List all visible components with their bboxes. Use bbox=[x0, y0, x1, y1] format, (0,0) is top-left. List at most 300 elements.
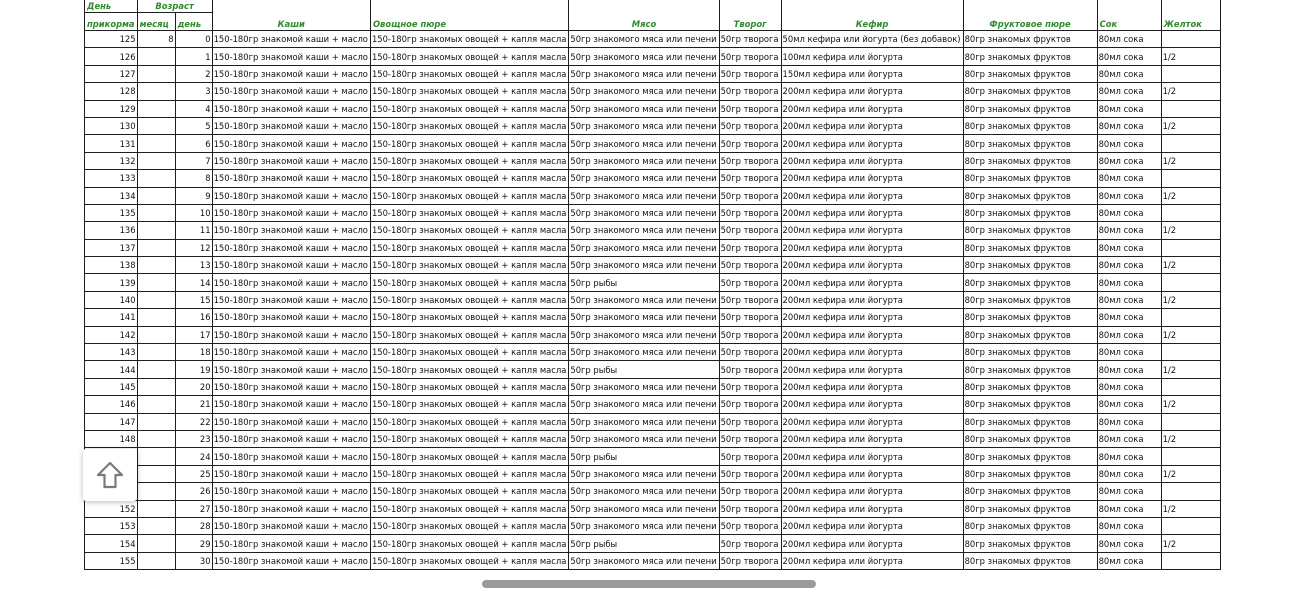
cell-yolk[interactable] bbox=[1161, 204, 1220, 221]
cell-yolk[interactable]: 1/2 bbox=[1161, 500, 1220, 517]
cell-fruit[interactable]: 80гр знакомых фруктов bbox=[963, 48, 1097, 65]
cell-curd[interactable]: 50гр творога bbox=[719, 117, 781, 134]
cell-fruit[interactable]: 80гр знакомых фруктов bbox=[963, 152, 1097, 169]
cell-porridge[interactable]: 150-180гр знакомой каши + масло bbox=[212, 31, 370, 48]
cell-veg[interactable]: 150-180гр знакомых овощей + капля масла bbox=[370, 483, 568, 500]
cell-yolk[interactable] bbox=[1161, 239, 1220, 256]
cell-juice[interactable]: 80мл сока bbox=[1097, 291, 1161, 308]
cell-curd[interactable]: 50гр творога bbox=[719, 48, 781, 65]
cell-curd[interactable]: 50гр творога bbox=[719, 361, 781, 378]
cell-age-day[interactable]: 8 bbox=[175, 170, 212, 187]
cell-age-month[interactable] bbox=[137, 552, 175, 569]
cell-kefir[interactable]: 200мл кефира или йогурта bbox=[781, 100, 963, 117]
cell-porridge[interactable]: 150-180гр знакомой каши + масло bbox=[212, 83, 370, 100]
cell-veg[interactable]: 150-180гр знакомых овощей + капля масла bbox=[370, 413, 568, 430]
cell-day-index[interactable]: 136 bbox=[85, 222, 138, 239]
cell-age-month[interactable] bbox=[137, 65, 175, 82]
cell-meat[interactable]: 50гр знакомого мяса или печени bbox=[569, 552, 719, 569]
cell-yolk[interactable] bbox=[1161, 100, 1220, 117]
cell-age-month[interactable] bbox=[137, 222, 175, 239]
cell-curd[interactable]: 50гр творога bbox=[719, 465, 781, 482]
cell-age-day[interactable]: 28 bbox=[175, 517, 212, 534]
cell-curd[interactable]: 50гр творога bbox=[719, 170, 781, 187]
cell-veg[interactable]: 150-180гр знакомых овощей + капля масла bbox=[370, 344, 568, 361]
cell-age-day[interactable]: 4 bbox=[175, 100, 212, 117]
horizontal-scrollbar[interactable] bbox=[482, 580, 816, 588]
cell-juice[interactable]: 80мл сока bbox=[1097, 517, 1161, 534]
cell-meat[interactable]: 50гр знакомого мяса или печени bbox=[569, 291, 719, 308]
cell-porridge[interactable]: 150-180гр знакомой каши + масло bbox=[212, 239, 370, 256]
cell-juice[interactable]: 80мл сока bbox=[1097, 396, 1161, 413]
cell-fruit[interactable]: 80гр знакомых фруктов bbox=[963, 465, 1097, 482]
cell-day-index[interactable]: 147 bbox=[85, 413, 138, 430]
cell-curd[interactable]: 50гр творога bbox=[719, 413, 781, 430]
cell-meat[interactable]: 50гр знакомого мяса или печени bbox=[569, 344, 719, 361]
cell-porridge[interactable]: 150-180гр знакомой каши + масло bbox=[212, 430, 370, 447]
cell-age-day[interactable]: 12 bbox=[175, 239, 212, 256]
cell-kefir[interactable]: 200мл кефира или йогурта bbox=[781, 239, 963, 256]
cell-kefir[interactable]: 200мл кефира или йогурта bbox=[781, 344, 963, 361]
cell-fruit[interactable]: 80гр знакомых фруктов bbox=[963, 483, 1097, 500]
cell-porridge[interactable]: 150-180гр знакомой каши + масло bbox=[212, 500, 370, 517]
cell-age-month[interactable] bbox=[137, 274, 175, 291]
cell-juice[interactable]: 80мл сока bbox=[1097, 483, 1161, 500]
cell-veg[interactable]: 150-180гр знакомых овощей + капля масла bbox=[370, 83, 568, 100]
cell-fruit[interactable]: 80гр знакомых фруктов bbox=[963, 135, 1097, 152]
cell-age-day[interactable]: 16 bbox=[175, 309, 212, 326]
cell-juice[interactable]: 80мл сока bbox=[1097, 100, 1161, 117]
cell-fruit[interactable]: 80гр знакомых фруктов bbox=[963, 517, 1097, 534]
cell-age-month[interactable] bbox=[137, 309, 175, 326]
cell-porridge[interactable]: 150-180гр знакомой каши + масло bbox=[212, 291, 370, 308]
cell-fruit[interactable]: 80гр знакомых фруктов bbox=[963, 222, 1097, 239]
cell-kefir[interactable]: 200мл кефира или йогурта bbox=[781, 152, 963, 169]
cell-age-month[interactable] bbox=[137, 187, 175, 204]
cell-porridge[interactable]: 150-180гр знакомой каши + масло bbox=[212, 152, 370, 169]
cell-yolk[interactable] bbox=[1161, 135, 1220, 152]
cell-veg[interactable]: 150-180гр знакомых овощей + капля масла bbox=[370, 48, 568, 65]
cell-age-month[interactable] bbox=[137, 83, 175, 100]
cell-age-day[interactable]: 1 bbox=[175, 48, 212, 65]
cell-age-month[interactable] bbox=[137, 239, 175, 256]
cell-meat[interactable]: 50гр знакомого мяса или печени bbox=[569, 413, 719, 430]
cell-age-day[interactable]: 2 bbox=[175, 65, 212, 82]
cell-curd[interactable]: 50гр творога bbox=[719, 31, 781, 48]
cell-kefir[interactable]: 200мл кефира или йогурта bbox=[781, 396, 963, 413]
cell-age-month[interactable] bbox=[137, 48, 175, 65]
cell-meat[interactable]: 50гр знакомого мяса или печени bbox=[569, 430, 719, 447]
cell-fruit[interactable]: 80гр знакомых фруктов bbox=[963, 326, 1097, 343]
cell-age-day[interactable]: 30 bbox=[175, 552, 212, 569]
cell-juice[interactable]: 80мл сока bbox=[1097, 222, 1161, 239]
cell-meat[interactable]: 50гр знакомого мяса или печени bbox=[569, 48, 719, 65]
cell-age-month[interactable] bbox=[137, 483, 175, 500]
cell-fruit[interactable]: 80гр знакомых фруктов bbox=[963, 535, 1097, 552]
cell-meat[interactable]: 50гр рыбы bbox=[569, 535, 719, 552]
cell-day-index[interactable]: 129 bbox=[85, 100, 138, 117]
cell-fruit[interactable]: 80гр знакомых фруктов bbox=[963, 378, 1097, 395]
cell-porridge[interactable]: 150-180гр знакомой каши + масло bbox=[212, 483, 370, 500]
cell-day-index[interactable]: 148 bbox=[85, 430, 138, 447]
cell-age-day[interactable]: 27 bbox=[175, 500, 212, 517]
cell-veg[interactable]: 150-180гр знакомых овощей + капля масла bbox=[370, 204, 568, 221]
cell-day-index[interactable]: 155 bbox=[85, 552, 138, 569]
cell-day-index[interactable]: 140 bbox=[85, 291, 138, 308]
cell-curd[interactable]: 50гр творога bbox=[719, 135, 781, 152]
cell-juice[interactable]: 80мл сока bbox=[1097, 552, 1161, 569]
cell-veg[interactable]: 150-180гр знакомых овощей + капля масла bbox=[370, 135, 568, 152]
cell-veg[interactable]: 150-180гр знакомых овощей + капля масла bbox=[370, 535, 568, 552]
cell-juice[interactable]: 80мл сока bbox=[1097, 170, 1161, 187]
cell-meat[interactable]: 50гр рыбы bbox=[569, 274, 719, 291]
cell-age-month[interactable] bbox=[137, 117, 175, 134]
cell-fruit[interactable]: 80гр знакомых фруктов bbox=[963, 204, 1097, 221]
cell-day-index[interactable]: 153 bbox=[85, 517, 138, 534]
cell-day-index[interactable]: 128 bbox=[85, 83, 138, 100]
cell-curd[interactable]: 50гр творога bbox=[719, 204, 781, 221]
cell-fruit[interactable]: 80гр знакомых фруктов bbox=[963, 170, 1097, 187]
cell-age-day[interactable]: 5 bbox=[175, 117, 212, 134]
cell-veg[interactable]: 150-180гр знакомых овощей + капля масла bbox=[370, 117, 568, 134]
cell-age-day[interactable]: 6 bbox=[175, 135, 212, 152]
cell-veg[interactable]: 150-180гр знакомых овощей + капля масла bbox=[370, 65, 568, 82]
cell-kefir[interactable]: 200мл кефира или йогурта bbox=[781, 413, 963, 430]
cell-fruit[interactable]: 80гр знакомых фруктов bbox=[963, 187, 1097, 204]
cell-meat[interactable]: 50гр знакомого мяса или печени bbox=[569, 187, 719, 204]
cell-age-day[interactable]: 18 bbox=[175, 344, 212, 361]
cell-day-index[interactable]: 145 bbox=[85, 378, 138, 395]
cell-fruit[interactable]: 80гр знакомых фруктов bbox=[963, 413, 1097, 430]
cell-age-month[interactable] bbox=[137, 396, 175, 413]
cell-kefir[interactable]: 200мл кефира или йогурта bbox=[781, 204, 963, 221]
cell-kefir[interactable]: 200мл кефира или йогурта bbox=[781, 430, 963, 447]
cell-age-month[interactable] bbox=[137, 430, 175, 447]
cell-porridge[interactable]: 150-180гр знакомой каши + масло bbox=[212, 361, 370, 378]
cell-fruit[interactable]: 80гр знакомых фруктов bbox=[963, 274, 1097, 291]
cell-age-day[interactable]: 21 bbox=[175, 396, 212, 413]
cell-juice[interactable]: 80мл сока bbox=[1097, 31, 1161, 48]
cell-veg[interactable]: 150-180гр знакомых овощей + капля масла bbox=[370, 291, 568, 308]
cell-fruit[interactable]: 80гр знакомых фруктов bbox=[963, 396, 1097, 413]
cell-veg[interactable]: 150-180гр знакомых овощей + капля масла bbox=[370, 152, 568, 169]
cell-meat[interactable]: 50гр знакомого мяса или печени bbox=[569, 378, 719, 395]
cell-age-month[interactable] bbox=[137, 257, 175, 274]
cell-veg[interactable]: 150-180гр знакомых овощей + капля масла bbox=[370, 552, 568, 569]
cell-juice[interactable]: 80мл сока bbox=[1097, 152, 1161, 169]
cell-yolk[interactable]: 1/2 bbox=[1161, 83, 1220, 100]
cell-day-index[interactable]: 143 bbox=[85, 344, 138, 361]
cell-meat[interactable]: 50гр знакомого мяса или печени bbox=[569, 204, 719, 221]
cell-meat[interactable]: 50гр знакомого мяса или печени bbox=[569, 500, 719, 517]
cell-kefir[interactable]: 100мл кефира или йогурта bbox=[781, 48, 963, 65]
cell-yolk[interactable] bbox=[1161, 31, 1220, 48]
cell-juice[interactable]: 80мл сока bbox=[1097, 65, 1161, 82]
cell-kefir[interactable]: 200мл кефира или йогурта bbox=[781, 326, 963, 343]
cell-kefir[interactable]: 200мл кефира или йогурта bbox=[781, 187, 963, 204]
cell-veg[interactable]: 150-180гр знакомых овощей + капля масла bbox=[370, 100, 568, 117]
cell-yolk[interactable]: 1/2 bbox=[1161, 117, 1220, 134]
cell-age-day[interactable]: 13 bbox=[175, 257, 212, 274]
cell-curd[interactable]: 50гр творога bbox=[719, 274, 781, 291]
cell-porridge[interactable]: 150-180гр знакомой каши + масло bbox=[212, 378, 370, 395]
cell-veg[interactable]: 150-180гр знакомых овощей + капля масла bbox=[370, 396, 568, 413]
cell-fruit[interactable]: 80гр знакомых фруктов bbox=[963, 430, 1097, 447]
cell-porridge[interactable]: 150-180гр знакомой каши + масло bbox=[212, 448, 370, 465]
cell-age-month[interactable] bbox=[137, 413, 175, 430]
cell-age-day[interactable]: 24 bbox=[175, 448, 212, 465]
cell-day-index[interactable]: 142 bbox=[85, 326, 138, 343]
cell-meat[interactable]: 50гр знакомого мяса или печени bbox=[569, 483, 719, 500]
cell-kefir[interactable]: 200мл кефира или йогурта bbox=[781, 552, 963, 569]
cell-yolk[interactable]: 1/2 bbox=[1161, 48, 1220, 65]
cell-day-index[interactable]: 144 bbox=[85, 361, 138, 378]
cell-curd[interactable]: 50гр творога bbox=[719, 517, 781, 534]
cell-age-day[interactable]: 3 bbox=[175, 83, 212, 100]
cell-porridge[interactable]: 150-180гр знакомой каши + масло bbox=[212, 100, 370, 117]
cell-juice[interactable]: 80мл сока bbox=[1097, 465, 1161, 482]
cell-porridge[interactable]: 150-180гр знакомой каши + масло bbox=[212, 396, 370, 413]
cell-age-month[interactable] bbox=[137, 361, 175, 378]
cell-age-month[interactable] bbox=[137, 152, 175, 169]
cell-yolk[interactable] bbox=[1161, 517, 1220, 534]
cell-juice[interactable]: 80мл сока bbox=[1097, 117, 1161, 134]
cell-curd[interactable]: 50гр творога bbox=[719, 430, 781, 447]
cell-meat[interactable]: 50гр знакомого мяса или печени bbox=[569, 170, 719, 187]
cell-yolk[interactable]: 1/2 bbox=[1161, 257, 1220, 274]
cell-juice[interactable]: 80мл сока bbox=[1097, 535, 1161, 552]
cell-meat[interactable]: 50гр знакомого мяса или печени bbox=[569, 465, 719, 482]
cell-porridge[interactable]: 150-180гр знакомой каши + масло bbox=[212, 204, 370, 221]
cell-veg[interactable]: 150-180гр знакомых овощей + капля масла bbox=[370, 257, 568, 274]
cell-age-day[interactable]: 19 bbox=[175, 361, 212, 378]
cell-fruit[interactable]: 80гр знакомых фруктов bbox=[963, 239, 1097, 256]
cell-porridge[interactable]: 150-180гр знакомой каши + масло bbox=[212, 222, 370, 239]
cell-kefir[interactable]: 200мл кефира или йогурта bbox=[781, 378, 963, 395]
cell-age-day[interactable]: 23 bbox=[175, 430, 212, 447]
cell-veg[interactable]: 150-180гр знакомых овощей + капля масла bbox=[370, 517, 568, 534]
cell-porridge[interactable]: 150-180гр знакомой каши + масло bbox=[212, 257, 370, 274]
cell-juice[interactable]: 80мл сока bbox=[1097, 361, 1161, 378]
cell-fruit[interactable]: 80гр знакомых фруктов bbox=[963, 257, 1097, 274]
cell-porridge[interactable]: 150-180гр знакомой каши + масло bbox=[212, 274, 370, 291]
cell-age-month[interactable] bbox=[137, 100, 175, 117]
cell-kefir[interactable]: 200мл кефира или йогурта bbox=[781, 257, 963, 274]
cell-kefir[interactable]: 200мл кефира или йогурта bbox=[781, 465, 963, 482]
cell-age-day[interactable]: 0 bbox=[175, 31, 212, 48]
cell-fruit[interactable]: 80гр знакомых фруктов bbox=[963, 448, 1097, 465]
cell-juice[interactable]: 80мл сока bbox=[1097, 309, 1161, 326]
cell-kefir[interactable]: 200мл кефира или йогурта bbox=[781, 517, 963, 534]
cell-veg[interactable]: 150-180гр знакомых овощей + капля масла bbox=[370, 239, 568, 256]
cell-meat[interactable]: 50гр знакомого мяса или печени bbox=[569, 65, 719, 82]
cell-veg[interactable]: 150-180гр знакомых овощей + капля масла bbox=[370, 187, 568, 204]
cell-juice[interactable]: 80мл сока bbox=[1097, 135, 1161, 152]
cell-yolk[interactable] bbox=[1161, 309, 1220, 326]
cell-kefir[interactable]: 200мл кефира или йогурта bbox=[781, 135, 963, 152]
cell-kefir[interactable]: 200мл кефира или йогурта bbox=[781, 309, 963, 326]
cell-curd[interactable]: 50гр творога bbox=[719, 344, 781, 361]
cell-porridge[interactable]: 150-180гр знакомой каши + масло bbox=[212, 48, 370, 65]
cell-veg[interactable]: 150-180гр знакомых овощей + капля масла bbox=[370, 170, 568, 187]
cell-yolk[interactable] bbox=[1161, 483, 1220, 500]
cell-curd[interactable]: 50гр творога bbox=[719, 535, 781, 552]
cell-yolk[interactable] bbox=[1161, 170, 1220, 187]
cell-veg[interactable]: 150-180гр знакомых овощей + капля масла bbox=[370, 448, 568, 465]
cell-day-index[interactable]: 132 bbox=[85, 152, 138, 169]
cell-juice[interactable]: 80мл сока bbox=[1097, 326, 1161, 343]
cell-veg[interactable]: 150-180гр знакомых овощей + капля масла bbox=[370, 274, 568, 291]
cell-yolk[interactable]: 1/2 bbox=[1161, 187, 1220, 204]
cell-curd[interactable]: 50гр творога bbox=[719, 187, 781, 204]
cell-curd[interactable]: 50гр творога bbox=[719, 222, 781, 239]
cell-porridge[interactable]: 150-180гр знакомой каши + масло bbox=[212, 413, 370, 430]
cell-kefir[interactable]: 200мл кефира или йогурта bbox=[781, 483, 963, 500]
cell-day-index[interactable]: 126 bbox=[85, 48, 138, 65]
cell-meat[interactable]: 50гр знакомого мяса или печени bbox=[569, 326, 719, 343]
cell-day-index[interactable]: 152 bbox=[85, 500, 138, 517]
cell-porridge[interactable]: 150-180гр знакомой каши + масло bbox=[212, 344, 370, 361]
cell-day-index[interactable]: 131 bbox=[85, 135, 138, 152]
cell-juice[interactable]: 80мл сока bbox=[1097, 448, 1161, 465]
cell-veg[interactable]: 150-180гр знакомых овощей + капля масла bbox=[370, 326, 568, 343]
cell-kefir[interactable]: 50мл кефира или йогурта (без добавок) bbox=[781, 31, 963, 48]
cell-yolk[interactable] bbox=[1161, 378, 1220, 395]
cell-yolk[interactable]: 1/2 bbox=[1161, 465, 1220, 482]
cell-curd[interactable]: 50гр творога bbox=[719, 309, 781, 326]
cell-age-day[interactable]: 7 bbox=[175, 152, 212, 169]
cell-curd[interactable]: 50гр творога bbox=[719, 152, 781, 169]
cell-day-index[interactable]: 141 bbox=[85, 309, 138, 326]
cell-porridge[interactable]: 150-180гр знакомой каши + масло bbox=[212, 135, 370, 152]
cell-age-day[interactable]: 17 bbox=[175, 326, 212, 343]
cell-juice[interactable]: 80мл сока bbox=[1097, 48, 1161, 65]
cell-day-index[interactable]: 135 bbox=[85, 204, 138, 221]
cell-juice[interactable]: 80мл сока bbox=[1097, 239, 1161, 256]
cell-porridge[interactable]: 150-180гр знакомой каши + масло bbox=[212, 65, 370, 82]
cell-juice[interactable]: 80мл сока bbox=[1097, 204, 1161, 221]
cell-kefir[interactable]: 200мл кефира или йогурта bbox=[781, 448, 963, 465]
cell-curd[interactable]: 50гр творога bbox=[719, 291, 781, 308]
cell-fruit[interactable]: 80гр знакомых фруктов bbox=[963, 552, 1097, 569]
cell-age-day[interactable]: 25 bbox=[175, 465, 212, 482]
cell-fruit[interactable]: 80гр знакомых фруктов bbox=[963, 309, 1097, 326]
cell-yolk[interactable]: 1/2 bbox=[1161, 291, 1220, 308]
cell-veg[interactable]: 150-180гр знакомых овощей + капля масла bbox=[370, 430, 568, 447]
cell-porridge[interactable]: 150-180гр знакомой каши + масло bbox=[212, 187, 370, 204]
cell-day-index[interactable]: 133 bbox=[85, 170, 138, 187]
cell-juice[interactable]: 80мл сока bbox=[1097, 500, 1161, 517]
cell-kefir[interactable]: 200мл кефира или йогурта bbox=[781, 535, 963, 552]
cell-porridge[interactable]: 150-180гр знакомой каши + масло bbox=[212, 326, 370, 343]
cell-veg[interactable]: 150-180гр знакомых овощей + капля масла bbox=[370, 361, 568, 378]
cell-meat[interactable]: 50гр знакомого мяса или печени bbox=[569, 31, 719, 48]
cell-fruit[interactable]: 80гр знакомых фруктов bbox=[963, 31, 1097, 48]
cell-day-index[interactable]: 154 bbox=[85, 535, 138, 552]
cell-fruit[interactable]: 80гр знакомых фруктов bbox=[963, 83, 1097, 100]
cell-yolk[interactable] bbox=[1161, 274, 1220, 291]
cell-day-index[interactable]: 127 bbox=[85, 65, 138, 82]
cell-age-month[interactable] bbox=[137, 465, 175, 482]
cell-kefir[interactable]: 200мл кефира или йогурта bbox=[781, 274, 963, 291]
cell-day-index[interactable]: 137 bbox=[85, 239, 138, 256]
cell-kefir[interactable]: 200мл кефира или йогурта bbox=[781, 361, 963, 378]
cell-meat[interactable]: 50гр знакомого мяса или печени bbox=[569, 152, 719, 169]
cell-porridge[interactable]: 150-180гр знакомой каши + масло bbox=[212, 535, 370, 552]
cell-curd[interactable]: 50гр творога bbox=[719, 257, 781, 274]
cell-age-month[interactable] bbox=[137, 378, 175, 395]
cell-age-day[interactable]: 26 bbox=[175, 483, 212, 500]
cell-meat[interactable]: 50гр знакомого мяса или печени bbox=[569, 309, 719, 326]
cell-yolk[interactable] bbox=[1161, 344, 1220, 361]
cell-age-day[interactable]: 9 bbox=[175, 187, 212, 204]
cell-curd[interactable]: 50гр творога bbox=[719, 448, 781, 465]
cell-curd[interactable]: 50гр творога bbox=[719, 326, 781, 343]
cell-veg[interactable]: 150-180гр знакомых овощей + капля масла bbox=[370, 309, 568, 326]
cell-yolk[interactable]: 1/2 bbox=[1161, 361, 1220, 378]
cell-juice[interactable]: 80мл сока bbox=[1097, 430, 1161, 447]
cell-age-day[interactable]: 20 bbox=[175, 378, 212, 395]
cell-age-day[interactable]: 11 bbox=[175, 222, 212, 239]
cell-fruit[interactable]: 80гр знакомых фруктов bbox=[963, 65, 1097, 82]
cell-age-month[interactable] bbox=[137, 170, 175, 187]
cell-juice[interactable]: 80мл сока bbox=[1097, 187, 1161, 204]
cell-curd[interactable]: 50гр творога bbox=[719, 239, 781, 256]
cell-meat[interactable]: 50гр знакомого мяса или печени bbox=[569, 239, 719, 256]
cell-curd[interactable]: 50гр творога bbox=[719, 483, 781, 500]
cell-fruit[interactable]: 80гр знакомых фруктов bbox=[963, 100, 1097, 117]
cell-age-month[interactable] bbox=[137, 448, 175, 465]
cell-veg[interactable]: 150-180гр знакомых овощей + капля масла bbox=[370, 222, 568, 239]
cell-age-month[interactable] bbox=[137, 135, 175, 152]
cell-yolk[interactable] bbox=[1161, 413, 1220, 430]
cell-day-index[interactable]: 125 bbox=[85, 31, 138, 48]
cell-fruit[interactable]: 80гр знакомых фруктов bbox=[963, 500, 1097, 517]
cell-day-index[interactable]: 139 bbox=[85, 274, 138, 291]
cell-yolk[interactable]: 1/2 bbox=[1161, 152, 1220, 169]
cell-yolk[interactable] bbox=[1161, 65, 1220, 82]
cell-meat[interactable]: 50гр знакомого мяса или печени bbox=[569, 396, 719, 413]
cell-yolk[interactable]: 1/2 bbox=[1161, 222, 1220, 239]
cell-age-month[interactable] bbox=[137, 291, 175, 308]
cell-day-index[interactable]: 146 bbox=[85, 396, 138, 413]
cell-meat[interactable]: 50гр знакомого мяса или печени bbox=[569, 135, 719, 152]
cell-curd[interactable]: 50гр творога bbox=[719, 396, 781, 413]
cell-juice[interactable]: 80мл сока bbox=[1097, 413, 1161, 430]
cell-yolk[interactable]: 1/2 bbox=[1161, 430, 1220, 447]
cell-meat[interactable]: 50гр знакомого мяса или печени bbox=[569, 117, 719, 134]
cell-age-day[interactable]: 29 bbox=[175, 535, 212, 552]
cell-porridge[interactable]: 150-180гр знакомой каши + масло bbox=[212, 552, 370, 569]
cell-meat[interactable]: 50гр рыбы bbox=[569, 448, 719, 465]
cell-kefir[interactable]: 200мл кефира или йогурта bbox=[781, 83, 963, 100]
cell-curd[interactable]: 50гр творога bbox=[719, 552, 781, 569]
cell-juice[interactable]: 80мл сока bbox=[1097, 83, 1161, 100]
cell-fruit[interactable]: 80гр знакомых фруктов bbox=[963, 291, 1097, 308]
cell-curd[interactable]: 50гр творога bbox=[719, 500, 781, 517]
cell-age-day[interactable]: 22 bbox=[175, 413, 212, 430]
cell-porridge[interactable]: 150-180гр знакомой каши + масло bbox=[212, 465, 370, 482]
cell-day-index[interactable]: 130 bbox=[85, 117, 138, 134]
cell-veg[interactable]: 150-180гр знакомых овощей + капля масла bbox=[370, 31, 568, 48]
cell-meat[interactable]: 50гр знакомого мяса или печени bbox=[569, 222, 719, 239]
cell-fruit[interactable]: 80гр знакомых фруктов bbox=[963, 344, 1097, 361]
cell-curd[interactable]: 50гр творога bbox=[719, 100, 781, 117]
cell-yolk[interactable]: 1/2 bbox=[1161, 535, 1220, 552]
cell-meat[interactable]: 50гр знакомого мяса или печени bbox=[569, 517, 719, 534]
cell-veg[interactable]: 150-180гр знакомых овощей + капля масла bbox=[370, 500, 568, 517]
cell-day-index[interactable]: 134 bbox=[85, 187, 138, 204]
cell-age-day[interactable]: 15 bbox=[175, 291, 212, 308]
